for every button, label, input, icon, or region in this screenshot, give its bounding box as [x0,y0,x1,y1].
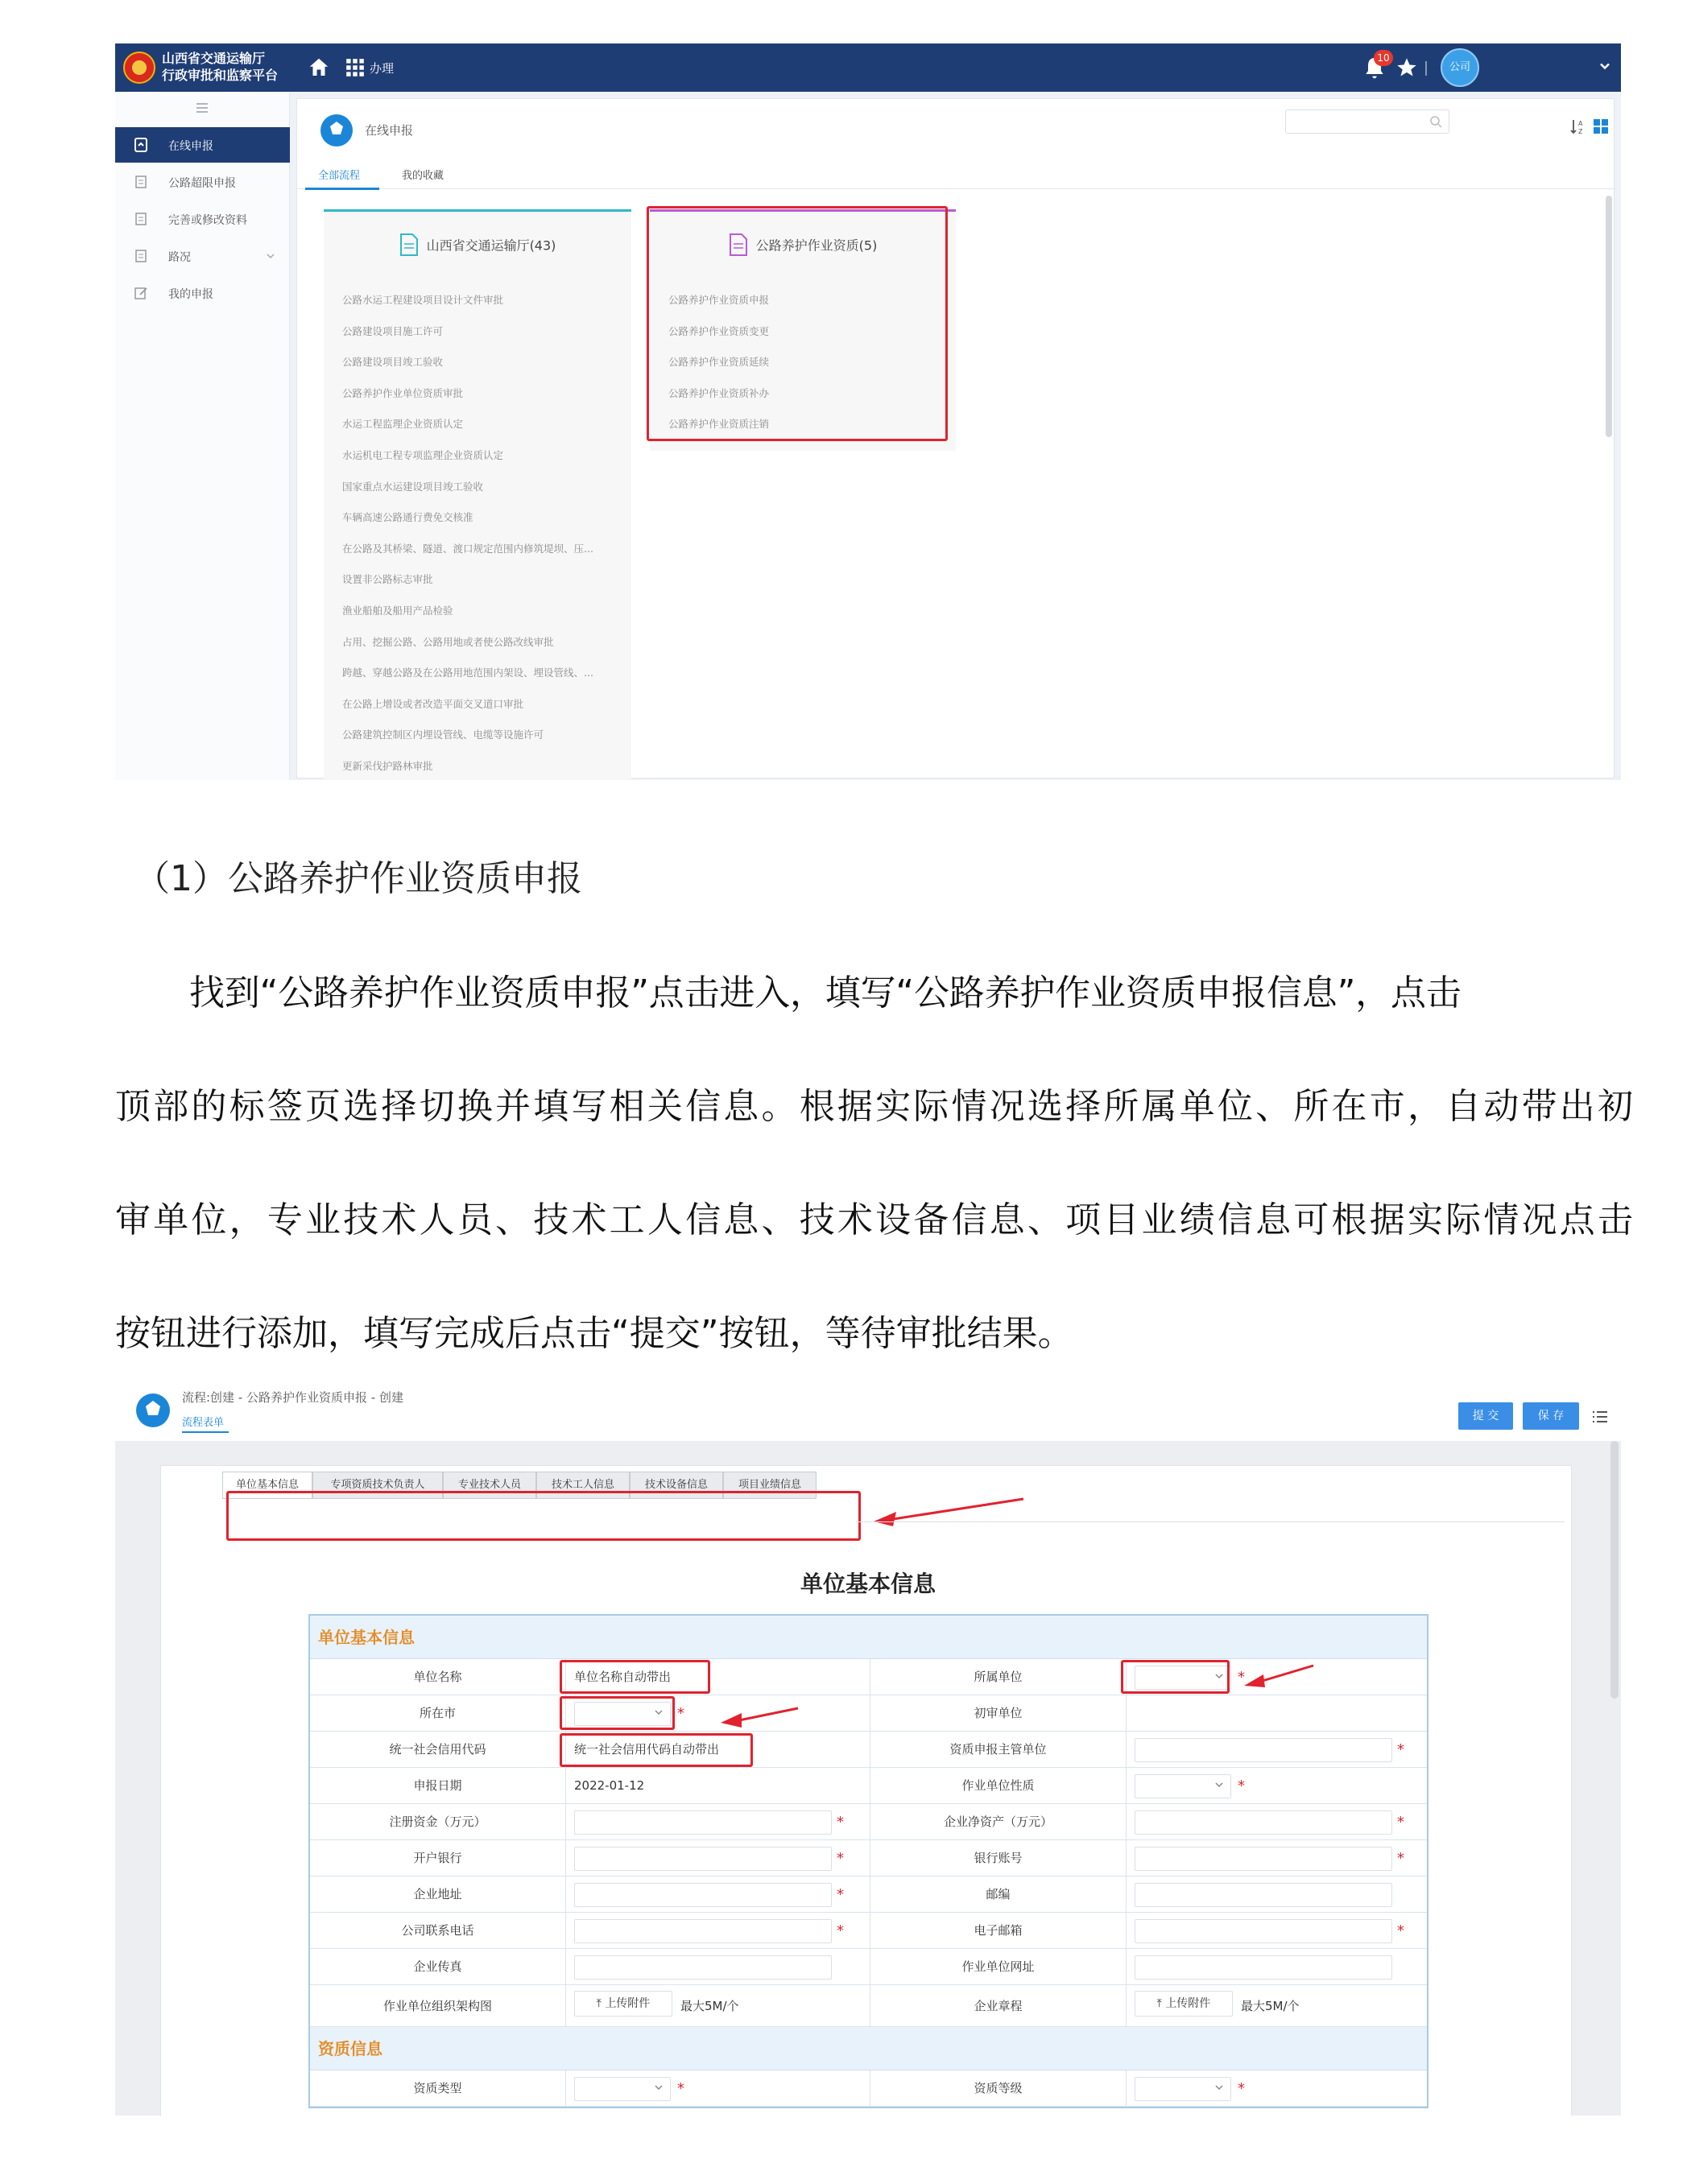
list-item[interactable]: 在公路上增设或者改造平面交叉道口审批 [342,697,524,710]
paragraph-line-4: 按钮进行添加，填写完成后点击“提交”按钮，等待审批结果。 [115,1313,1073,1354]
annotation-arrow [872,1496,1025,1528]
upload-label: 上传附件 [605,1997,651,2010]
field-label: 银行账号 [870,1840,1127,1876]
section-header-qualification: 资质信息 [310,2027,1427,2070]
app-logo-icon [135,1393,171,1428]
list-item[interactable]: 在公路及其桥梁、隧道、渡口规定范围内修筑堤坝、压... [342,542,593,555]
tab-project-performance[interactable]: 项目业绩信息 [723,1472,817,1499]
bank-input[interactable] [574,1847,832,1871]
page-title: 在线申报 [365,123,414,138]
field-label: 开户银行 [310,1840,566,1876]
field-label: 统一社会信用代码 [310,1732,566,1768]
annotation-arrow [719,1705,800,1728]
active-tab-indicator [182,1431,229,1433]
credit-code-text: 统一社会信用代码自动带出 [574,1742,720,1757]
list-item[interactable]: 公路养护作业资质补办 [668,386,770,399]
emblem-logo [123,52,155,84]
table-row [310,1804,1427,1840]
card-title-text: 山西省交通运输厅(43) [426,237,556,254]
chevron-down-icon [265,250,276,262]
paragraph-line-1 [115,936,1633,1050]
document-icon [133,248,149,264]
supervising-unit-input[interactable] [1135,1738,1392,1762]
field-label: 企业净资产（万元） [870,1804,1127,1840]
paragraph-line-2: 顶部的标签页选择切换并填写相关信息。根据实际情况选择所属单位、所在市，自动带出初 [115,1086,1633,1127]
sidebar-item-label: 路况 [168,251,191,264]
required-mark: * [837,1922,844,1939]
top-navbar [115,43,1621,92]
highlight-box [560,1660,710,1694]
highlight-box [226,1491,861,1541]
required-mark: * [837,1886,844,1903]
field-label: 作业单位性质 [870,1768,1127,1804]
edit-icon [133,285,149,301]
save-button[interactable]: 保 存 [1523,1402,1579,1430]
sidebar-item-my-declarations[interactable] [115,275,290,311]
field-label: 初审单位 [870,1695,1127,1732]
net-assets-cell [1127,1804,1430,1840]
field-label: 企业地址 [310,1876,566,1913]
sort-icon[interactable] [1569,117,1588,136]
bank-account-input[interactable] [1135,1847,1392,1871]
list-item[interactable]: 公路建设项目施工许可 [342,324,444,337]
list-item[interactable]: 公路养护作业单位资质审批 [342,386,464,399]
highlight-box [560,1733,753,1767]
list-item[interactable]: 渔业船舶及船用产品检验 [342,604,453,617]
search-input[interactable] [1285,109,1449,134]
breadcrumb: 流程:创建 - 公路养护作业资质申报 - 创建 [182,1390,403,1405]
chevron-down-icon [654,2083,664,2092]
field-label: 所在市 [310,1695,566,1732]
form-title: 单位基本信息 [800,1571,936,1597]
list-item[interactable]: 公路建设项目竣工验收 [342,356,444,369]
required-mark: * [1397,1741,1404,1758]
field-label: 企业章程 [870,1985,1127,2027]
list-menu-icon[interactable] [1590,1407,1610,1426]
qualification-type-select[interactable] [574,2077,671,2101]
upload-limit-note: 最大5M/个 [1241,1999,1300,2013]
required-mark: * [1238,2080,1245,2097]
apps-grid-icon[interactable] [345,57,366,78]
section-heading: （1）公路养护作业资质申报 [134,858,582,899]
list-item[interactable]: 设置非公路标志审批 [342,573,433,586]
list-item[interactable]: 公路建筑控制区内埋设管线、电缆等设施许可 [342,729,544,741]
bank-cell [566,1840,870,1876]
fax-input[interactable] [574,1955,832,1980]
list-item[interactable]: 公路养护作业资质申报 [668,294,770,306]
net-assets-input[interactable] [1135,1810,1392,1835]
required-mark: * [677,2080,684,2097]
svg-text:Z: Z [1578,128,1583,135]
app-logo-icon [320,114,353,147]
org-chart-upload-cell [566,1985,870,2027]
field-label: 注册资金（万元） [310,1804,566,1840]
table-row [310,1985,1427,2027]
first-review-unit-value [1127,1695,1430,1732]
unit-nature-cell [1127,1768,1430,1804]
paragraph-line-text: 找到“公路养护作业资质申报”点击进入，填写“公路养护作业资质申报信息”，点击 [189,972,1462,1014]
sidebar-item-label: 在线申报 [168,140,213,153]
required-mark: * [837,1814,844,1831]
chevron-down-icon[interactable] [1597,58,1613,74]
brand-line-1: 山西省交通运输厅 [162,51,266,66]
tab-basic-info[interactable]: 单位基本信息 [222,1472,312,1499]
field-label: 企业传真 [310,1949,566,1985]
list-item[interactable]: 国家重点水运建设项目竣工验收 [342,480,484,493]
field-label: 公司联系电话 [310,1913,566,1949]
sidebar-item-complete-info[interactable] [115,201,290,237]
main-content [290,92,1621,780]
home-icon[interactable] [307,56,331,80]
table-row [310,1913,1427,1949]
upload-icon: ⤒ [596,1997,606,2010]
list-item[interactable]: 公路养护作业资质注销 [668,418,770,431]
website-input[interactable] [1135,1955,1392,1980]
required-mark: * [1238,1777,1245,1794]
tab-workers[interactable]: 技术工人信息 [536,1472,630,1499]
submit-button[interactable]: 提 交 [1458,1402,1513,1430]
declaration-panel [296,98,1615,778]
active-tab-indicator [305,188,379,190]
bank-account-cell [1127,1840,1430,1876]
field-label: 作业单位组织架构图 [310,1985,566,2027]
registered-capital-cell [566,1804,870,1840]
svg-text:A: A [1578,120,1583,127]
list-item[interactable]: 更新采伐护路林审批 [342,759,433,772]
postcode-cell [1127,1876,1430,1913]
card-title-text: 公路养护作业资质(5) [755,237,878,254]
required-mark: * [1238,1669,1245,1686]
tab-all-processes[interactable]: 全部流程 [318,170,361,182]
platform-brand [162,50,278,84]
sidebar-item-road-conditions[interactable] [115,238,290,274]
upload-button[interactable] [574,1991,672,2017]
divider [856,1521,1565,1522]
qualification-level-select[interactable] [1135,2077,1231,2101]
tab-my-favorites[interactable]: 我的收藏 [402,170,444,182]
table-row [310,1732,1427,1768]
sidebar-item-label: 完善或修改资料 [168,214,247,227]
sidebar-item-label: 我的申报 [168,288,213,301]
screenshot-online-declaration [115,43,1621,780]
sidebar-item-overload-declaration[interactable] [115,164,290,200]
supervising-unit-cell [1127,1732,1430,1768]
table-row [310,1695,1427,1732]
tab-equipment[interactable]: 技术设备信息 [630,1472,723,1499]
tab-technical-staff[interactable]: 专业技术人员 [443,1472,536,1499]
star-icon[interactable] [1395,56,1418,79]
required-mark: * [677,1705,684,1722]
qualification-level-cell [1127,2070,1430,2107]
instruction-paragraph [115,936,1633,1390]
website-cell [1127,1949,1430,1985]
field-label: 作业单位网址 [870,1949,1127,1985]
chevron-down-icon [1214,2083,1224,2092]
list-item[interactable]: 公路水运工程建设项目设计文件审批 [342,294,504,306]
field-label: 资质类型 [310,2070,566,2107]
required-mark: * [1397,1850,1404,1867]
email-cell [1127,1913,1430,1949]
upload-doc-icon [133,137,149,153]
fax-cell [566,1949,870,1985]
email-field[interactable] [1135,1919,1392,1943]
upload-icon: ⤒ [1156,1997,1166,2010]
tab-technical-lead[interactable]: 专项资质技术负责人 [312,1472,443,1499]
chevron-down-icon [1214,1780,1224,1790]
phone-cell [566,1913,870,1949]
address-input[interactable] [574,1883,832,1907]
avatar[interactable]: 公司 [1441,48,1479,87]
highlight-box [1121,1660,1230,1694]
notification-badge: 10 [1374,50,1393,66]
upload-label: 上传附件 [1165,1997,1211,2010]
screenshot-create-form [115,1375,1621,2116]
section-header-basic: 单位基本信息 [310,1616,1427,1659]
document-icon [133,211,149,227]
list-item[interactable]: 水运机电工程专项监理企业资质认定 [342,448,504,461]
sidebar-item-online-declaration[interactable] [115,127,290,163]
field-label: 所属单位 [870,1659,1127,1695]
declaration-date-text: 2022-01-12 [574,1778,645,1793]
divider [1425,61,1427,76]
process-list [342,292,623,780]
document-icon [133,174,149,190]
required-mark: * [837,1850,844,1867]
table-row [310,1876,1427,1913]
upload-button[interactable] [1135,1991,1233,2017]
list-item[interactable]: 跨越、穿越公路及在公路用地范围内架设、埋设管线、... [342,667,593,679]
scrollbar[interactable] [1606,196,1612,437]
declaration-date-value [566,1768,870,1804]
sidebar [115,92,290,780]
card-title[interactable] [324,233,631,257]
field-label: 电子邮箱 [870,1913,1127,1949]
sidebar-item-label: 公路超限申报 [168,177,236,190]
unit-nature-select[interactable] [1135,1774,1231,1798]
nav-menu-handle[interactable]: 办理 [370,61,395,76]
tiles-view-icon[interactable] [1593,118,1609,134]
postcode-input[interactable] [1135,1883,1392,1907]
list-item[interactable]: 公路养护作业资质变更 [668,324,770,337]
table-row [310,2070,1427,2107]
qualification-type-cell [566,2070,870,2107]
address-cell [566,1876,870,1913]
table-row [310,1840,1427,1876]
field-label: 资质等级 [870,2070,1127,2107]
annotation-arrow [1242,1663,1315,1689]
menu-collapse-icon[interactable] [192,100,212,116]
paragraph-line-3: 审单位，专业技术人员、技术工人信息、技术设备信息、项目业绩信息可根据实际情况点击 [115,1199,1633,1241]
category-card-transport-dept [324,209,631,780]
brand-line-2: 行政审批和监察平台 [162,68,279,83]
required-mark: * [1397,1814,1404,1831]
list-item[interactable]: 占用、挖掘公路、公路用地或者使公路改线审批 [342,635,554,648]
search-icon [1429,115,1442,128]
required-mark: * [1397,1922,1404,1939]
highlight-box [647,206,948,441]
upload-limit-note: 最大5M/个 [680,1999,739,2013]
unit-name-text: 单位名称自动带出 [574,1670,672,1684]
tab-bar [297,159,1615,189]
field-label: 邮编 [870,1876,1127,1913]
field-label: 单位名称 [310,1659,566,1695]
field-label: 资质申报主管单位 [870,1732,1127,1768]
list-item[interactable]: 水运工程监理企业资质认定 [342,418,464,431]
list-item[interactable]: 公路养护作业资质延续 [668,356,770,369]
phone-input[interactable] [574,1919,832,1943]
list-item[interactable]: 车辆高速公路通行费免交核准 [342,511,473,524]
document-icon [399,233,419,257]
table-row [310,1768,1427,1804]
charter-upload-cell [1127,1985,1430,2027]
table-row [310,1949,1427,1985]
tab-process-form[interactable]: 流程表单 [182,1417,225,1429]
highlight-box [560,1696,675,1730]
field-label: 申报日期 [310,1768,566,1804]
registered-capital-input[interactable] [574,1810,832,1835]
